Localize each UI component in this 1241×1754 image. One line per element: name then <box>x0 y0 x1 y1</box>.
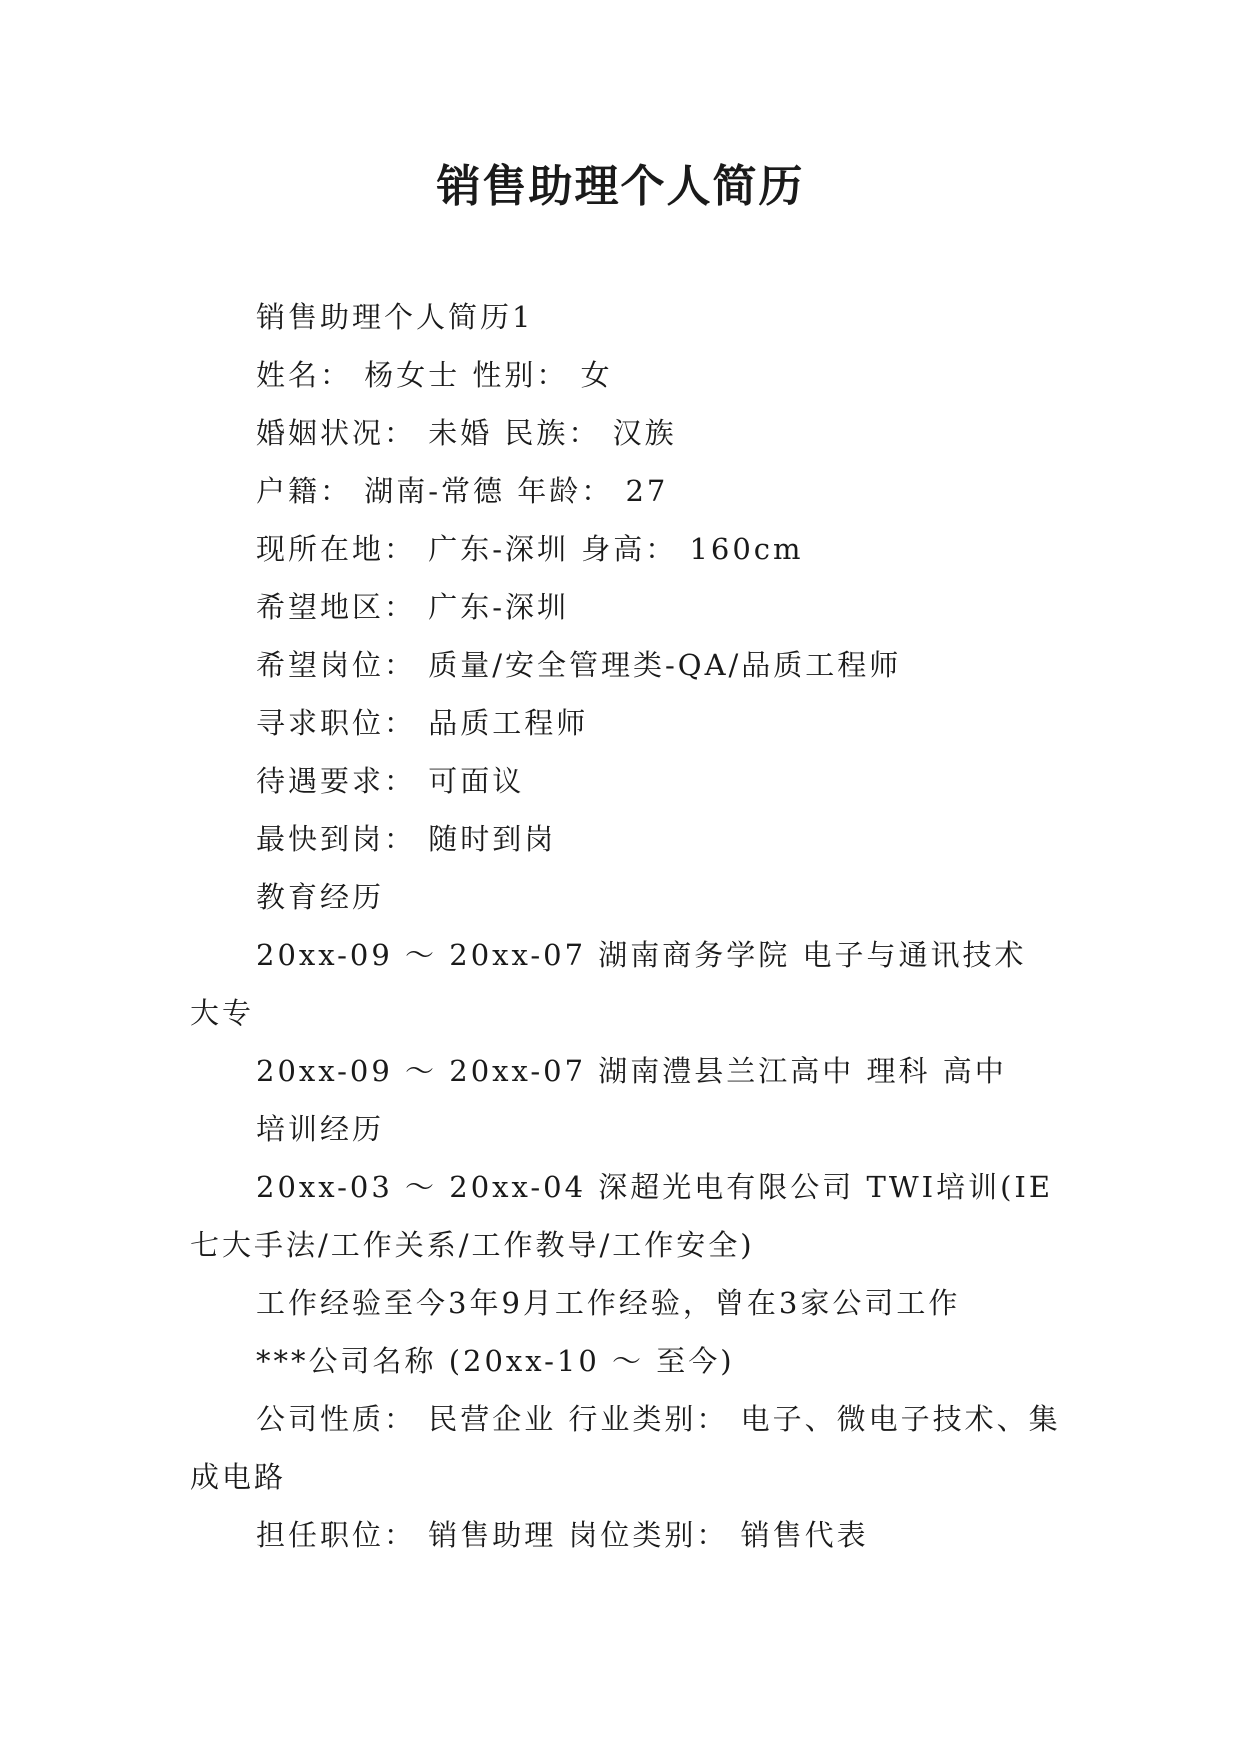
resume-heading-line: 销售助理个人简历1 <box>256 300 534 334</box>
education-entry: 20xx-09 ～ 20xx-07 湖南商务学院 电子与通讯技术 大专 <box>190 938 1027 1030</box>
company-type-industry-line: 公司性质： 民营企业 行业类别： 电子、微电子技术、集成电路 <box>190 1402 1061 1494</box>
location-height-line: 现所在地： 广东-深圳 身高： 160cm <box>256 532 804 566</box>
education-heading: 教育经历 <box>256 880 385 914</box>
salary-line: 待遇要求： 可面议 <box>256 764 525 798</box>
desired-position-line: 希望岗位： 质量/安全管理类-QA/品质工程师 <box>256 648 902 682</box>
document-title: 销售助理个人简历 <box>436 161 805 212</box>
training-entry: 20xx-03 ～ 20xx-04 深超光电有限公司 TWI培训(IE七大手法/工作关系/工作教导/工作安全) <box>190 1170 1054 1262</box>
desired-region-line: 希望地区： 广东-深圳 <box>256 590 570 624</box>
hometown-age-line: 户籍： 湖南-常德 年龄： 27 <box>256 474 669 508</box>
education-entry: 20xx-09 ～ 20xx-07 湖南澧县兰江高中 理科 高中 <box>256 1054 1007 1088</box>
role-category-line: 担任职位： 销售助理 岗位类别： 销售代表 <box>256 1518 869 1552</box>
name-gender-line: 姓名： 杨女士 性别： 女 <box>256 358 613 392</box>
document-body <box>190 288 1070 1564</box>
sought-job-line: 寻求职位： 品质工程师 <box>256 706 589 740</box>
training-heading: 培训经历 <box>256 1112 385 1146</box>
availability-line: 最快到岗： 随时到岗 <box>256 822 557 856</box>
work-experience-summary: 工作经验至今3年9月工作经验，曾在3家公司工作 <box>256 1286 961 1320</box>
marital-ethnicity-line: 婚姻状况： 未婚 民族： 汉族 <box>256 416 677 450</box>
company-name-line: ***公司名称 (20xx-10 ～ 至今) <box>256 1344 735 1378</box>
